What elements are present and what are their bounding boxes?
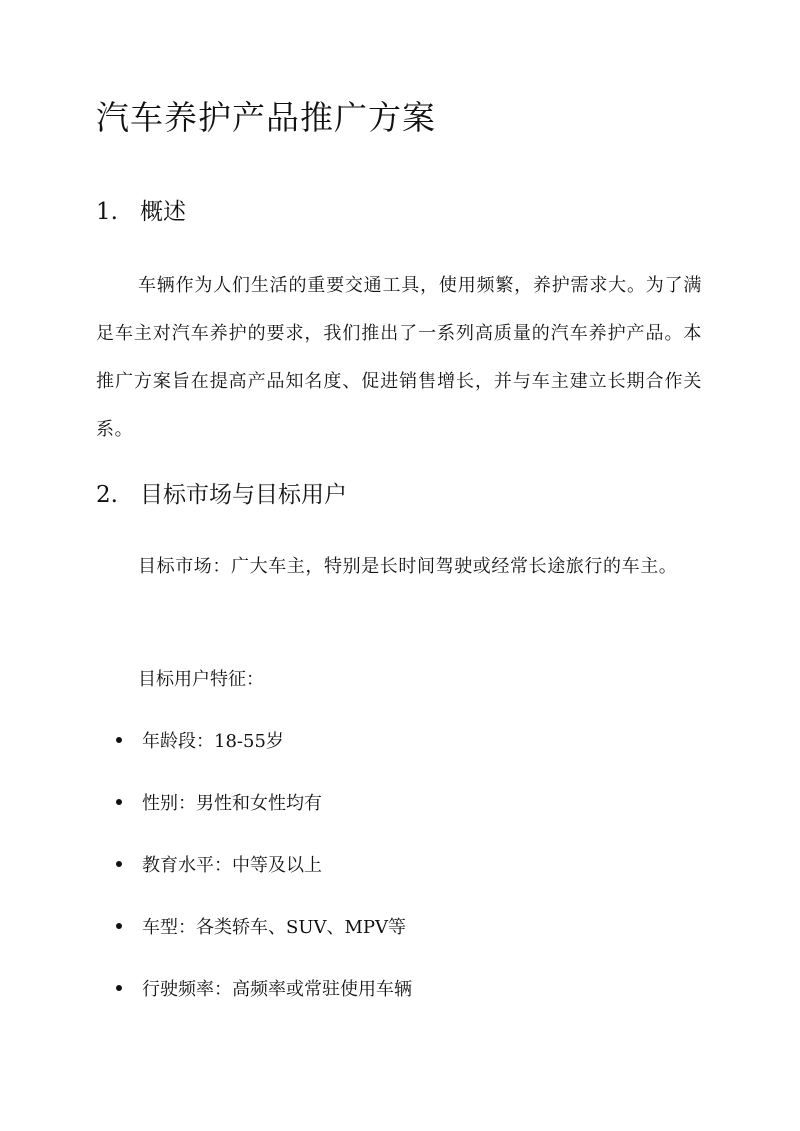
document-title: 汽车养护产品推广方案 — [96, 98, 436, 137]
list-item — [116, 913, 406, 943]
list-item — [116, 789, 322, 819]
list-item — [116, 851, 322, 881]
section-title: 目标市场与目标用户 — [140, 482, 347, 508]
section-number: 1. — [96, 199, 118, 225]
bullet-icon — [116, 737, 122, 743]
target-market-paragraph: 目标市场：广大车主，特别是长时间驾驶或经常长途旅行的车主。 — [138, 556, 678, 577]
list-item — [116, 727, 284, 757]
list-item-text: 年龄段：18-55岁 — [142, 731, 284, 752]
bullet-icon — [116, 799, 122, 805]
user-features-label: 目标用户特征： — [138, 669, 264, 690]
list-item-text: 行驶频率：高频率或常驻使用车辆 — [142, 979, 412, 1000]
section-title: 概述 — [140, 199, 186, 225]
section-heading-overview — [96, 196, 186, 228]
section-heading-target-market — [96, 479, 347, 511]
list-item-text: 教育水平：中等及以上 — [142, 855, 322, 876]
bullet-icon — [116, 985, 122, 991]
bullet-icon — [116, 923, 122, 929]
bullet-icon — [116, 861, 122, 867]
overview-paragraph: 车辆作为人们生活的重要交通工具，使用频繁，养护需求大。为了满足车主对汽车养护的要求，我们推出了一系列高质量的汽车养护产品。本推广方案旨在提高产品知名度、促进销售增长，并与车主建立长期合作关系。 — [96, 275, 702, 440]
list-item-text: 车型：各类轿车、SUV、MPV等 — [142, 917, 407, 938]
list-item-text: 性别：男性和女性均有 — [142, 793, 322, 814]
section-number: 2. — [96, 482, 118, 508]
list-item — [116, 975, 412, 1005]
